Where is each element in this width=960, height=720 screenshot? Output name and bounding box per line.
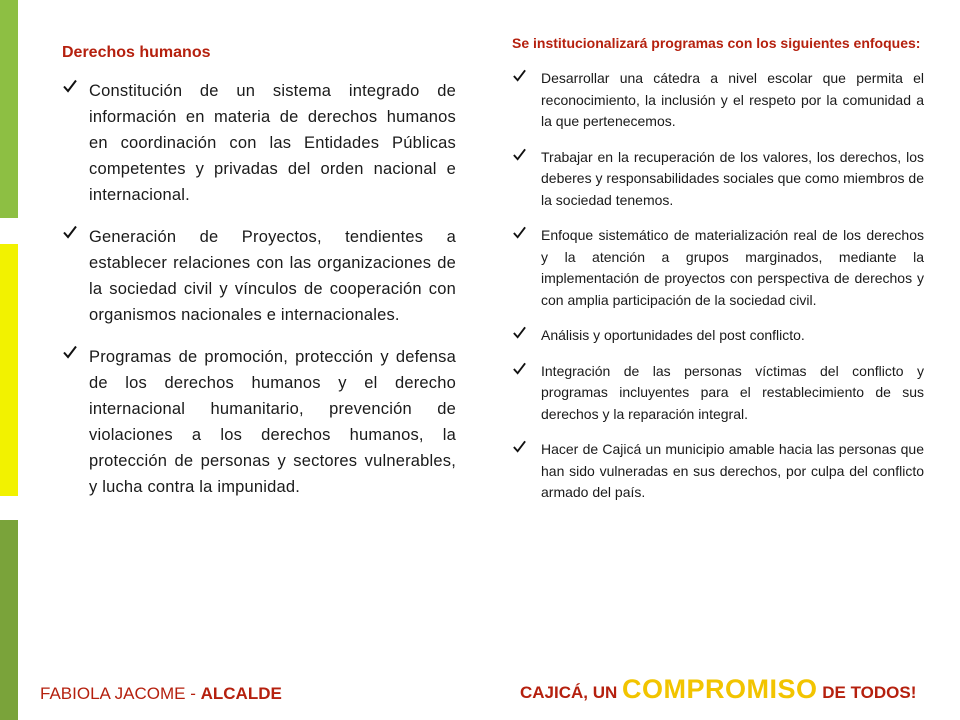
mayor-role: ALCALDE	[200, 684, 282, 703]
checkmark-icon	[512, 68, 528, 84]
list-item	[62, 344, 456, 500]
checkmark-icon	[512, 325, 528, 341]
mayor-name: FABIOLA JACOME	[40, 684, 186, 703]
list-item	[512, 361, 924, 426]
right-column	[512, 32, 924, 518]
slogan-part1: CAJICÁ, UN	[520, 683, 623, 702]
list-item	[512, 439, 924, 504]
list-item	[512, 225, 924, 311]
decorative-bar-yellow	[0, 244, 18, 496]
decorative-bar-green-dark	[0, 520, 18, 720]
list-item-text: Trabajar en la recuperación de los valores, los derechos, los deberes y responsabilidades sociales que como miembros de la sociedad tenemos.	[541, 148, 924, 208]
footer-separator: -	[185, 684, 201, 703]
list-item	[62, 224, 456, 328]
list-item-text: Desarrollar una cátedra a nivel escolar que permita el reconocimiento, la inclusión y el respeto por la comunidad a la que pertenecemos.	[541, 70, 924, 129]
checkmark-icon	[512, 225, 528, 241]
checkmark-icon	[62, 78, 78, 94]
footer-signature	[40, 684, 282, 704]
slogan-highlight: COMPROMISO	[622, 674, 818, 704]
left-heading: Derechos humanos	[62, 44, 211, 61]
list-item	[512, 147, 924, 212]
right-list	[512, 68, 924, 504]
list-item-text: Integración de las personas víctimas del conflicto y programas incluyentes para el restablecimiento de sus derechos y la reparación integral.	[541, 362, 924, 422]
checkmark-icon	[62, 344, 78, 360]
list-item	[512, 68, 924, 133]
right-heading: Se institucionalizará programas con los siguientes enfoques:	[512, 35, 921, 51]
list-item-text: Constitución de un sistema integrado de información en materia de derechos humanos en coordinación con las Entidades Públicas competentes y privadas del orden nacional e internacional.	[89, 82, 456, 204]
decorative-bar-green	[0, 0, 18, 218]
list-item-text: Programas de promoción, protección y defensa de los derechos humanos y el derecho internacional humanitario, prevención de violaciones a los derechos humanos, la protección de personas y sectores vulnerables, y lucha contra la impunidad.	[89, 348, 456, 496]
list-item-text: Enfoque sistemático de materialización real de los derechos y la atención a grupos marginados, mediante la implementación de proyectos con perspectiva de derechos y con amplia participación de la sociedad civil.	[541, 227, 924, 308]
footer-slogan	[520, 674, 916, 705]
checkmark-icon	[512, 361, 528, 377]
checkmark-icon	[512, 439, 528, 455]
left-list	[62, 78, 456, 500]
list-item-text: Hacer de Cajicá un municipio amable hacia las personas que han sido vulneradas en sus derechos, por culpa del conflicto armado del país.	[541, 441, 924, 500]
list-item	[62, 78, 456, 208]
left-column	[62, 44, 456, 516]
checkmark-icon	[62, 224, 78, 240]
slogan-part2: DE TODOS!	[817, 683, 917, 702]
list-item	[512, 325, 924, 347]
list-item-text: Análisis y oportunidades del post conflicto.	[541, 327, 805, 343]
list-item-text: Generación de Proyectos, tendientes a establecer relaciones con las organizaciones de la sociedad civil y vínculos de cooperación con organismos nacionales e internacionales.	[89, 228, 456, 324]
checkmark-icon	[512, 147, 528, 163]
